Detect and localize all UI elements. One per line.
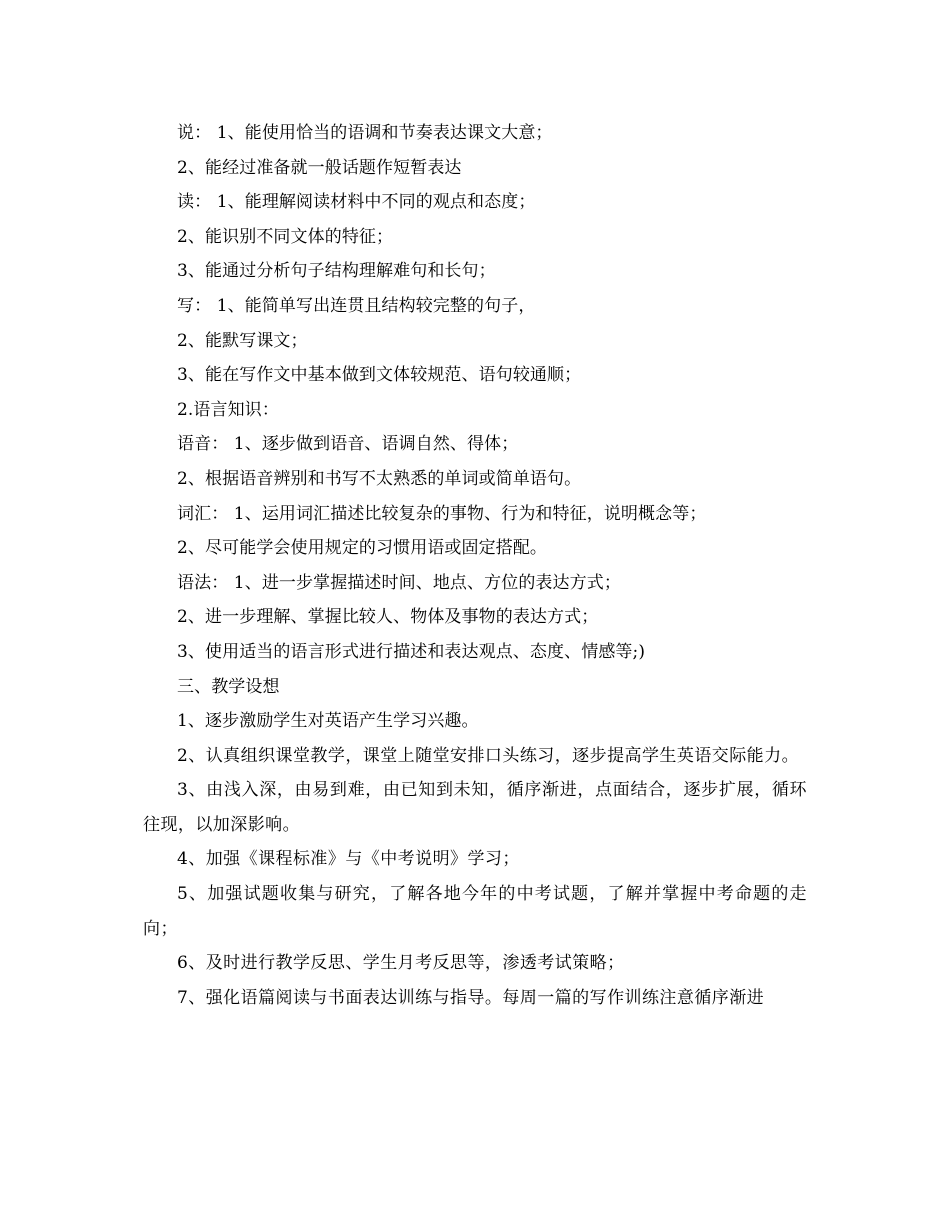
teaching-idea-3: 3、由浅入深，由易到难，由已知到未知，循序渐进，点面结合，逐步扩展，循环往现，以加深影响。	[143, 780, 807, 835]
teaching-idea-7: 7、强化语篇阅读与书面表达训练与指导。每周一篇的写作训练注意循序渐进	[177, 987, 765, 1008]
grammar-item-1: 语法： 1、进一步掌握描述时间、地点、方位的表达方式；	[177, 572, 621, 593]
reading-item-1: 读： 1、能理解阅读材料中不同的观点和态度；	[177, 192, 536, 213]
speaking-item-1: 说： 1、能使用恰当的语调和节奏表达课文大意；	[177, 123, 553, 143]
section-heading-teaching-ideas: 三、教学设想	[177, 676, 280, 697]
teaching-idea-1: 1、逐步激励学生对英语产生学习兴趣。	[177, 711, 479, 732]
writing-item-1: 写： 1、能简单写出连贯且结构较完整的句子，	[177, 295, 536, 316]
vocabulary-item-2: 2、尽可能学会使用规定的习惯用语或固定搭配。	[177, 538, 548, 559]
teaching-idea-6: 6、及时进行教学反思、学生月考反思等，渗透考试策略；	[177, 953, 625, 974]
writing-item-2: 2、能默写课文；	[177, 330, 308, 351]
grammar-item-2: 2、进一步理解、掌握比较人、物体及事物的表达方式；	[177, 607, 599, 628]
teaching-idea-5: 5、加强试题收集与研究，了解各地今年的中考试题，了解并掌握中考命题的走向；	[143, 884, 807, 939]
vocabulary-item-1: 词汇： 1、运用词汇描述比较复杂的事物、行为和特征，说明概念等；	[177, 503, 707, 524]
reading-item-2: 2、能识别不同文体的特征；	[177, 226, 394, 247]
teaching-idea-4: 4、加强《课程标准》与《中考说明》学习；	[177, 849, 520, 870]
grammar-item-3: 3、使用适当的语言形式进行描述和表达观点、态度、情感等;)	[177, 641, 646, 662]
reading-item-3: 3、能通过分析句子结构理解难句和长句；	[177, 261, 496, 282]
phonetics-item-1: 语音： 1、逐步做到语音、语调自然、得体；	[177, 434, 519, 455]
speaking-item-2: 2、能经过准备就一般话题作短暂表达	[177, 157, 462, 178]
teaching-idea-2: 2、认真组织课堂教学，课堂上随堂安排口头练习，逐步提高学生英语交际能力。	[177, 745, 800, 766]
writing-item-3: 3、能在写作文中基本做到文体较规范、语句较通顺；	[177, 365, 582, 386]
document-body	[143, 116, 807, 1015]
language-knowledge-heading: 2.语言知识：	[177, 399, 279, 420]
phonetics-item-2: 2、根据语音辨别和书写不太熟悉的单词或简单语句。	[177, 468, 582, 489]
